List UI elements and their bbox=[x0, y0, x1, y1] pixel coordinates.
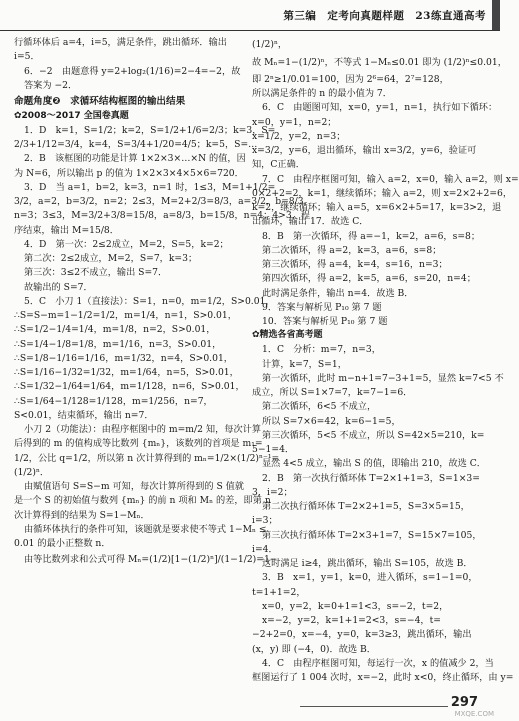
right-text-line: 6．C 由题图可知，x=0，y=1，n=1，执行如下循环： bbox=[262, 102, 498, 114]
right-text-line: 第三次循环，得 a=4，k=4，s=16，n=3； bbox=[262, 259, 448, 271]
right-text-line: t=1+1=2， bbox=[252, 586, 306, 598]
right-text-line: 故 Mₙ=1−(1/2)ⁿ，不等式 1−Mₙ≤0.01 即为 (1/2)ⁿ≤0.01， bbox=[252, 57, 507, 69]
right-text-line: 第二次执行循环体 T=2×2+1=5，S=3×5=15， bbox=[262, 501, 470, 512]
right-text-line: 成立，所以 S=1×7=7，k=7−1=6． bbox=[252, 387, 413, 398]
right-text-line: 4．C 由程序框图可知，每运行一次，x 的值减少 2，当 bbox=[262, 657, 494, 669]
right-text-line: 出循环，输出 17．故选 C． bbox=[252, 216, 369, 228]
left-text-line: 3．D 当 a=1，b=2，k=3，n=1 时，1≤3，M=1+1/2= bbox=[24, 181, 276, 193]
left-text-line: 4．D 第一次：2≤2成立，M=2，S=5，k=2； bbox=[24, 238, 229, 250]
right-text-line: x=0，y=2，k=0+1=1<3，s=−2，t=2， bbox=[262, 600, 449, 612]
right-text-line: 3．B x=1，y=1，k=0，进入循环，s=1−1=0， bbox=[262, 572, 478, 584]
left-text-line: 2/3+1/12=3/4，k=4，S=3/4+1/20=4/5；k=5，S=… bbox=[14, 139, 258, 151]
right-text-line: 7．C 由程序框图可知，输入 a=2，x=0，输入 a=2，则 x= bbox=[262, 173, 519, 185]
page-header bbox=[0, 0, 500, 31]
left-text-line: (1/2)ⁿ． bbox=[14, 466, 50, 478]
right-text-line: x=1/2，y=2，n=3； bbox=[252, 130, 346, 142]
right-text-line: 即 2ⁿ≥1/0.01=100，因为 2⁶=64，2⁷=128， bbox=[252, 73, 449, 85]
right-text-line: 第三次循环，5<5 不成立，所以 S=42×5=210，k= bbox=[262, 429, 485, 441]
right-text-line: 所以满足条件的 n 的最小值为 7． bbox=[252, 88, 392, 100]
right-text-line: 第二次循环，得 a=2，k=3，a=6，s=8； bbox=[262, 244, 442, 256]
left-text-line: 3/2，a=2，b=3/2，n=2；2≤3，M=2+2/3=8/3，a=3/2，b=8/3， bbox=[14, 196, 313, 208]
left-text-line: 次计算得到的结果为 S=1−Mₙ． bbox=[14, 509, 150, 521]
right-column bbox=[252, 36, 519, 693]
left-text-line: 5．C 小刀 1（直接法）：S=1，n=0，m=1/2，S>0.01， bbox=[24, 295, 275, 307]
left-text-line: 命题角度❷ 求循环结构框图的输出结果 bbox=[14, 96, 186, 107]
right-text-line: 10．答案与解析见 P₁₀ 第 7 题 bbox=[262, 316, 388, 328]
left-text-line: 由循环体执行的条件可知，该题就是要求使不等式 1−Mₙ ≤ bbox=[24, 523, 267, 535]
page-number: 297 bbox=[450, 694, 478, 710]
left-text-line: ∴S=S−m=1−1/2=1/2，m=1/4，n=1，S>0.01， bbox=[14, 310, 237, 322]
left-text-line: 6．−2 由题意得 y=2+log₂(1/16)=2−4=−2，故答案为 −2． bbox=[24, 65, 241, 91]
left-text-line: ∴S=1/32−1/64=1/64，m=1/128，n=6，S>0.01， bbox=[14, 381, 245, 393]
left-text-line: ∴S=1/16−1/32=1/32，m=1/64，n=5，S>0.01， bbox=[14, 367, 239, 379]
right-text-line: (x，y) 即 (−4，0)．故选 B． bbox=[252, 643, 376, 655]
right-text-line: i=3； bbox=[252, 515, 278, 527]
right-text-line: 9．答案与解析见 P₁₀ 第 7 题 bbox=[262, 301, 382, 313]
right-text-line: 第一次循环，此时 m−n+1=7−3+1=5，显然 k=7<5 不 bbox=[262, 372, 504, 384]
left-text-line: 第二次：2≤2成立，M=2，S=7，k=3； bbox=[24, 253, 198, 265]
left-text-line: 1．D k=1，S=1/2；k=2，S=1/2+1/6=2/3；k=3，S= bbox=[24, 124, 276, 136]
right-text-line: x=3/2，y=6，退出循环，输出 x=3/2，y=6，验证可知，C正确． bbox=[252, 145, 477, 171]
right-text-line: 8．B 第一次循环，得 a=−1，k=2，a=6，s=8； bbox=[262, 230, 481, 242]
left-text-line: 1/2，公比 q=1/2，所以第 n 次计算得到的 mₙ=1/2×(1/2)ⁿ⁻¹= bbox=[14, 452, 280, 464]
right-text-line: 5−1=4． bbox=[252, 444, 295, 455]
right-text-line: 3，i=2； bbox=[252, 486, 293, 498]
header-tab-marker bbox=[492, 0, 500, 30]
right-text-line: x=−2，y=2，k=1+1=2<3，s=−4，t= bbox=[262, 615, 441, 626]
left-text-line: n=3；3≤3，M=3/2+3/8=15/8，a=8/3，b=15/8，n=4；4>3，程 bbox=[14, 210, 311, 222]
right-text-line: 此时满足条件，输出 n=4．故选 B． bbox=[262, 287, 414, 299]
left-text-line: 由等比数列求和公式可得 Mₙ=(1/2)[1−(1/2)ⁿ]/(1−1/2)=1− bbox=[24, 554, 278, 566]
left-text-line: 故输出的 S=7． bbox=[24, 281, 93, 293]
left-text-line: 后得到的 m 的值构成等比数列 {mₙ}，该数列的首项是 m₁= bbox=[14, 438, 263, 450]
right-text-line: x=0，y=1，n=2； bbox=[252, 116, 337, 128]
running-header: 第三编 定考向真题样题 23练直通高考 bbox=[283, 10, 486, 22]
right-text-line: 显然 4<5 成立，输出 S 的值，即输出 210，故选 C． bbox=[262, 458, 486, 470]
left-text-line: ∴S=1/2−1/4=1/4，m=1/8，n=2，S>0.01， bbox=[14, 324, 216, 336]
left-text-line: ∴S=1/4−1/8=1/8，m=1/16，n=3，S>0.01， bbox=[14, 338, 222, 350]
left-text-line: 2．B 该框图的功能是计算 1×2×3×…×N 的值，因 bbox=[24, 153, 246, 165]
right-text-line: 所以 S=7×6=42，k=6−1=5， bbox=[262, 415, 401, 427]
left-text-line: 为 N=6，所以输出 p 的值为 1×2×3×4×5×6=720． bbox=[14, 167, 244, 179]
right-text-line: 框图运行了 1 004 次时，x=−2，此时 x<0，终止循环，由 y= bbox=[252, 672, 514, 683]
watermark: MXQE.COM bbox=[454, 710, 494, 719]
right-text-line: 计算，k=7，S=1， bbox=[262, 358, 347, 370]
left-text-line: 第三次：3≤2不成立，输出 S=7． bbox=[24, 267, 168, 279]
right-text-line: 这时满足 i≥4，跳出循环，输出 S=105，故选 B． bbox=[262, 558, 473, 569]
right-text-line: 第四次循环，得 a=2，k=5，a=6，s=20，n=4； bbox=[262, 273, 476, 285]
left-text-line: 0.01 的最小正整数 n． bbox=[14, 538, 111, 550]
left-text-line: ∴S=1/8−1/16=1/16，m=1/32，n=4，S>0.01， bbox=[14, 352, 233, 364]
left-text-line: 序结束，输出 M=15/8． bbox=[14, 224, 119, 236]
right-text-line: 1．C 分析：m=7，n=3， bbox=[262, 344, 381, 356]
right-text-line: 0×2+2=2，k=1，继续循环；输入 a=2，则 x=2×2+2=6， bbox=[252, 187, 513, 199]
left-text-line: 由赋值语句 S=S−m 可知，每次计算所得到的 S 值就 bbox=[24, 481, 245, 493]
right-text-line: −2+2=0，x=−4，y=0，k=3≥3，跳出循环，输出 bbox=[252, 629, 472, 641]
right-text-line: ✿精选各省高考题 bbox=[252, 330, 323, 341]
left-text-line: 行循环体后 a=4，i=5，满足条件，跳出循环．输出 i=5． bbox=[14, 37, 227, 63]
left-text-line: ∴S=1/64−1/128=1/128，m=1/256，n=7，S<0.01，结束循环，输出 n=7． bbox=[14, 395, 213, 421]
right-text-line: 2．B 第一次执行循环体 T=2×1+1=3，S=1×3= bbox=[262, 472, 480, 484]
right-text-line: 第三次执行循环体 T=2×3+1=7，S=15×7=105， bbox=[262, 529, 482, 541]
right-text-line: 第二次循环，6<5 不成立， bbox=[262, 401, 377, 413]
left-text-line: 小刀 2（功能法）：由程序框图中的 m=m/2 知，每次计算 bbox=[24, 424, 262, 436]
right-text-line: (1/2)ⁿ， bbox=[252, 39, 288, 50]
footer-rule bbox=[300, 706, 448, 707]
right-text-line: k=2，继续循环；输入 a=5，x=6×2+5=17，k=3>2，退 bbox=[252, 202, 502, 214]
left-text-line: ✿2008～2017 全国卷真题 bbox=[14, 110, 129, 121]
left-text-line: 是一个 S 的初始值与数列 {mₙ} 的前 n 项和 Mₙ 的差，即第 n bbox=[14, 495, 271, 507]
right-text-line: i=4． bbox=[252, 543, 278, 555]
